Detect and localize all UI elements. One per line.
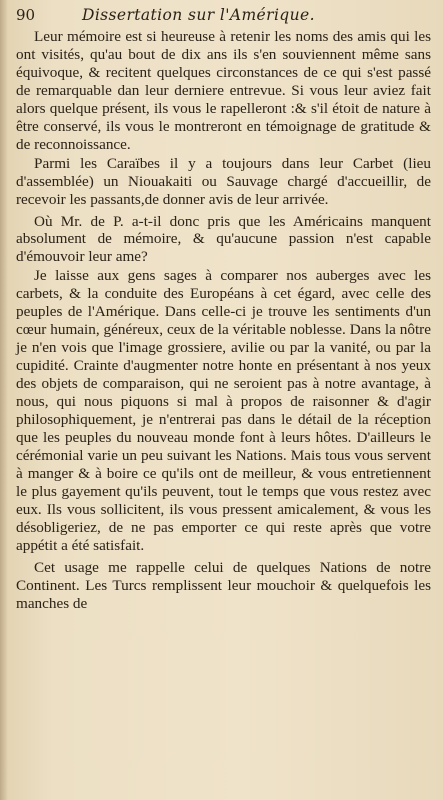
paragraph-question: Où Mr. de P. a-t-il donc pris que les Américains manquent absolument de mémoire, & qu'aucune passion n'est capable d'émouvoir leur ame? xyxy=(16,212,431,266)
paragraph-caraibes: Parmi les Caraïbes il y a toujours dans leur Carbet (lieu d'assemblée) un Niouakaiti ou Sauvage chargé d'accueillir, de recevoir les passants,de donner avis de leur arrivée. xyxy=(16,154,431,208)
body-text xyxy=(16,28,431,613)
page-header xyxy=(16,6,431,24)
running-title: Dissertation sur l'Amérique. xyxy=(82,6,315,24)
paragraph-memory: Leur mémoire est si heureuse à retenir les noms des amis qui les ont visités, qu'au bout de dix ans ils s'en souviennent même sans équivoque, & recitent quelques circonstances de ce qui s'est passé de remarquable dan leur derniere entrevue. Si vous leur aviez fait alors quelque présent, ils vous le rapelleront :& s'il étoit de nature à être conservé, ils vous le montreront en témoignage de gratitude & de reconnoissance. xyxy=(16,28,431,153)
paragraph-usage: Cet usage me rappelle celui de quelques Nations de notre Continent. Les Turcs remplissent leur mouchoir & quelquefois les manches de xyxy=(16,558,431,612)
paragraph-comparison: Je laisse aux gens sages à comparer nos auberges avec les carbets, & la conduite des Européans à cet égard, avec celle des peuples de l'Amérique. Dans celle-ci je trouve les sentiments d'un cœur humain, généreux, ceux de la véritable noblesse. Dans la nôtre je n'en vois que l'image grossiere, avilie ou par la vanité, ou par la cupidité. Crainte d'augmenter notre honte en présentant à nos yeux des objets de comparaison, qui ne seroient pas à notre avantage, à nous, qui nous piquons si mal à propos de raisonner & d'agir philosophiquement, je n'entrerai pas dans le détail de la réception que les peuples du nouveau monde font à leurs hôtes. D'ailleurs le cérémonial varie un peu suivant les Nations. Mais tous vous servent à manger & à boire ce qu'ils ont de meilleur, & vous entretiennent le plus gayement qu'ils peuvent, tout le temps que vous restez avec eux. Ils vous sollicitent, ils vous pressent amicalement, & vous les désobligeriez, de ne pas emporter ce qui reste après que votre appétit a été satisfait. xyxy=(16,267,431,554)
page-number: 90 xyxy=(16,6,36,24)
